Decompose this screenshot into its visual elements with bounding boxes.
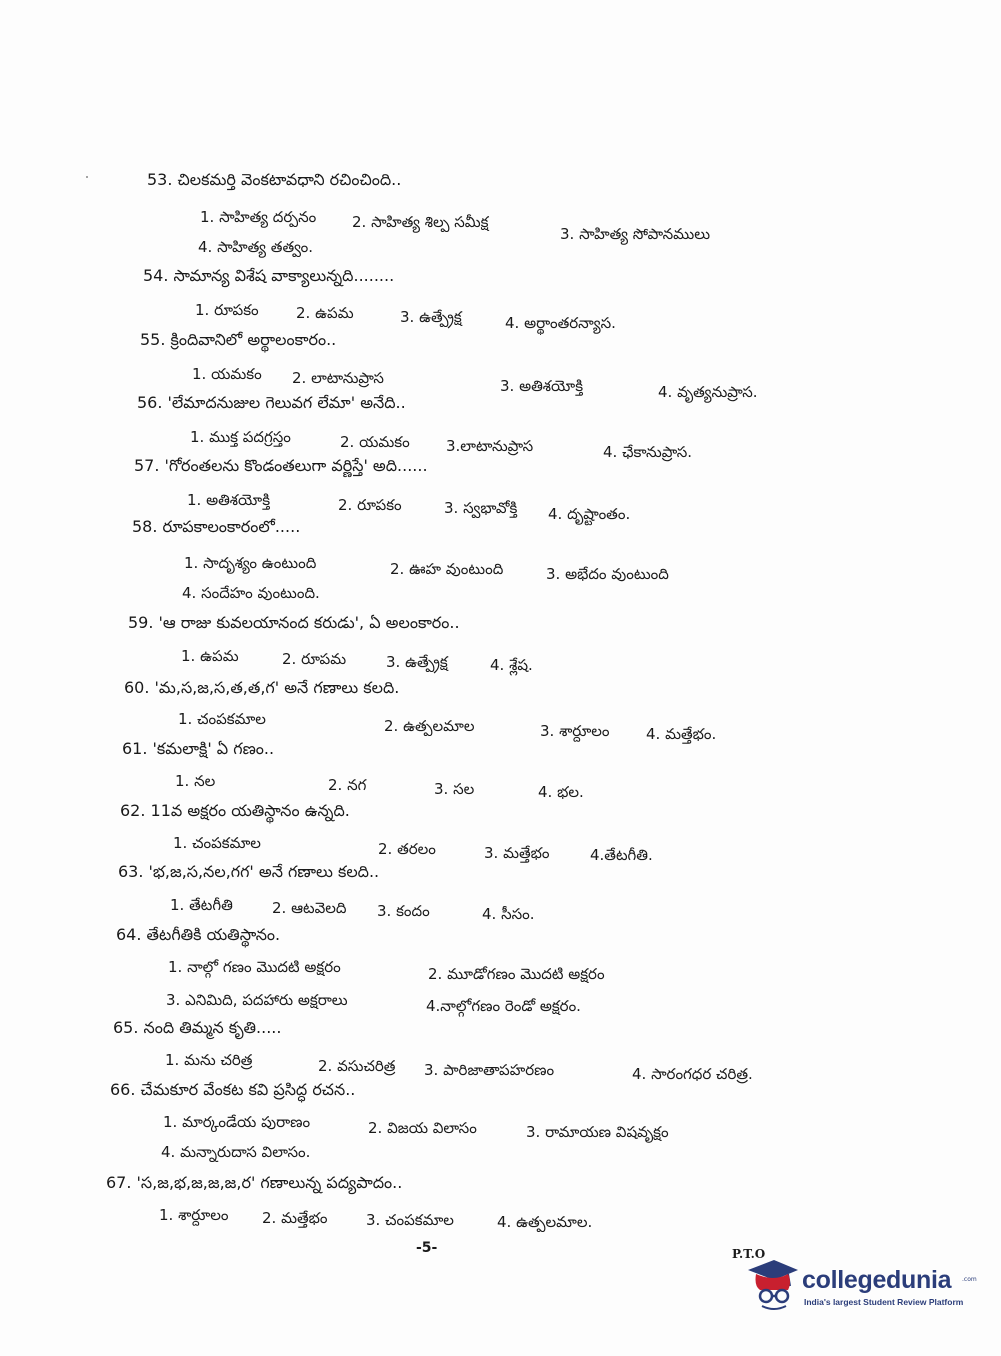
option-58-1: 1. సాదృశ్యం ఉంటుంది (184, 554, 317, 572)
option-59-2: 2. రూపమ (282, 650, 347, 668)
logo-dotcom: .com (962, 1276, 977, 1283)
option-62-3: 3. మత్తేభం (484, 844, 550, 862)
pto-label: P.T.O (732, 1247, 766, 1261)
option-55-3: 3. అతిశయోక్తి (500, 377, 584, 395)
option-64-1: 1. నాల్గో గణం మొదటి అక్షరం (168, 958, 341, 976)
logo-wordmark: collegedunia (802, 1266, 952, 1294)
option-60-2: 2. ఉత్పలమాల (384, 717, 475, 735)
option-62-4: 4.తేటగీతి. (590, 846, 653, 864)
option-66-2: 2. విజయ విలాసం (368, 1119, 477, 1137)
option-54-4: 4. అర్థాంతరన్యాస. (505, 314, 616, 332)
question-56: 56. 'లేమాదనుజుల గెలువగ లేమా' అనేది.. (137, 393, 406, 412)
question-53: 53. చిలకమర్తి వెంకటావధాని రచించింది.. (147, 170, 402, 189)
question-55: 55. క్రిందివానిలో అర్థాలంకారం.. (140, 330, 337, 349)
question-66: 66. చేమకూర వేంకట కవి ప్రసిద్ధ రచన.. (110, 1080, 356, 1099)
option-53-1: 1. సాహిత్య దర్పనం (200, 208, 317, 226)
question-58: 58. రూపకాలంకారంలో..... (132, 517, 301, 536)
option-59-1: 1. ఉపమ (181, 647, 239, 665)
option-57-1: 1. అతిశయోక్తి (187, 491, 271, 509)
option-53-3: 3. సాహిత్య సోపానములు (560, 225, 711, 243)
question-59: 59. 'ఆ రాజు కువలయానంద కరుడు', ఏ అలంకారం.. (128, 613, 460, 632)
option-61-1: 1. నల (175, 772, 216, 790)
question-61: 61. 'కమలాక్షి' ఏ గణం.. (122, 739, 275, 758)
question-54: 54. సామాన్య విశేష వాక్యాలున్నది........ (143, 266, 395, 285)
option-64-2: 2. మూడోగణం మొదటి అక్షరం (428, 965, 605, 983)
option-59-4: 4. శ్లేష. (490, 656, 533, 674)
question-67: 67. 'స,జ,భ,జ,జ,జ,ర' గణాలున్న పద్యపాదం.. (106, 1173, 403, 1192)
option-55-2: 2. లాటానుప్రాస (292, 369, 384, 387)
option-60-4: 4. మత్తేభం. (646, 725, 717, 743)
option-54-1: 1. రూపకం (195, 301, 259, 319)
option-62-1: 1. చంపకమాల (173, 834, 261, 852)
option-58-4: 4. సందేహం వుంటుంది. (182, 584, 320, 602)
logo-tagline: India's largest Student Review Platform (804, 1297, 964, 1307)
option-57-2: 2. రూపకం (338, 496, 402, 514)
collegedunia-logo (744, 1254, 984, 1314)
question-64: 64. తేటగీతికి యతిస్థానం. (116, 925, 281, 944)
option-59-3: 3. ఉత్ప్రేక్ష (386, 653, 448, 671)
option-62-2: 2. తరలం (378, 840, 436, 858)
question-57: 57. 'గోరంతలను కొండంతలుగా వర్ణిస్తే' అది...... (134, 456, 428, 475)
option-60-1: 1. చంపకమాల (178, 710, 266, 728)
question-62: 62. 11వ అక్షరం యతిస్థానం ఉన్నది. (120, 801, 350, 820)
question-65: 65. నంది తిమ్మన కృతి..... (113, 1018, 282, 1037)
option-61-4: 4. భల. (538, 783, 584, 801)
page-number: -5- (416, 1240, 438, 1256)
option-56-4: 4. ఛేకానుప్రాస. (603, 443, 693, 461)
question-63: 63. 'భ,జ,స,నల,గగ' అనే గణాలు కలది.. (118, 862, 380, 881)
option-53-2: 2. సాహిత్య శిల్ప సమీక్ష (352, 213, 489, 231)
option-67-2: 2. మత్తేభం (262, 1209, 328, 1227)
option-58-3: 3. అభేదం వుంటుంది (546, 565, 669, 583)
option-67-1: 1. శార్దూలం (159, 1206, 229, 1224)
option-63-2: 2. ఆటవెలది (272, 899, 347, 917)
option-55-4: 4. వృత్యనుప్రాస. (658, 383, 758, 401)
option-55-1: 1. యమకం (192, 365, 262, 383)
student-mascot-icon (744, 1256, 800, 1312)
option-65-2: 2. వసుచరిత్ర (318, 1057, 396, 1075)
question-60: 60. 'మ,స,జ,స,త,త,గ' అనే గణాలు కలది. (124, 678, 400, 697)
option-57-4: 4. దృష్టాంతం. (548, 505, 631, 523)
option-65-3: 3. పారిజాతాపహరణం (424, 1061, 555, 1079)
option-65-4: 4. సారంగధర చరిత్ర. (632, 1065, 753, 1083)
option-65-1: 1. మను చరిత్ర (165, 1051, 253, 1069)
option-56-2: 2. యమకం (340, 433, 410, 451)
option-66-1: 1. మార్కండేయ పురాణం (163, 1113, 311, 1131)
option-61-3: 3. సల (434, 780, 475, 798)
option-66-3: 3. రామాయణ విషవృక్షం (526, 1123, 669, 1141)
option-63-3: 3. కందం (377, 902, 430, 920)
option-67-3: 3. చంపకమాల (366, 1211, 454, 1229)
option-56-3: 3.లాటానుప్రాస (446, 437, 534, 455)
option-63-4: 4. సీసం. (482, 905, 535, 923)
option-58-2: 2. ఊహ వుంటుంది (390, 560, 504, 578)
option-56-1: 1. ముక్త పదగ్రస్తం (190, 428, 291, 446)
option-54-2: 2. ఉపమ (296, 304, 354, 322)
option-53-4: 4. సాహిత్య తత్వం. (198, 238, 313, 256)
option-57-3: 3. స్వభావోక్తి (444, 499, 518, 517)
option-66-4: 4. మన్నారుదాస విలాసం. (161, 1143, 311, 1161)
option-64-3: 3. ఎనిమిది, పదహారు అక్షరాలు (166, 991, 348, 1009)
option-67-4: 4. ఉత్పలమాల. (497, 1213, 593, 1231)
option-63-1: 1. తేటగీతి (170, 896, 233, 914)
option-64-4: 4.నాల్గోగణం రెండో అక్షరం. (426, 997, 581, 1015)
option-60-3: 3. శార్దూలం (540, 722, 610, 740)
scan-speck (86, 176, 88, 178)
option-61-2: 2. నగ (328, 776, 367, 794)
option-54-3: 3. ఉత్ప్రేక్ష (400, 308, 462, 326)
